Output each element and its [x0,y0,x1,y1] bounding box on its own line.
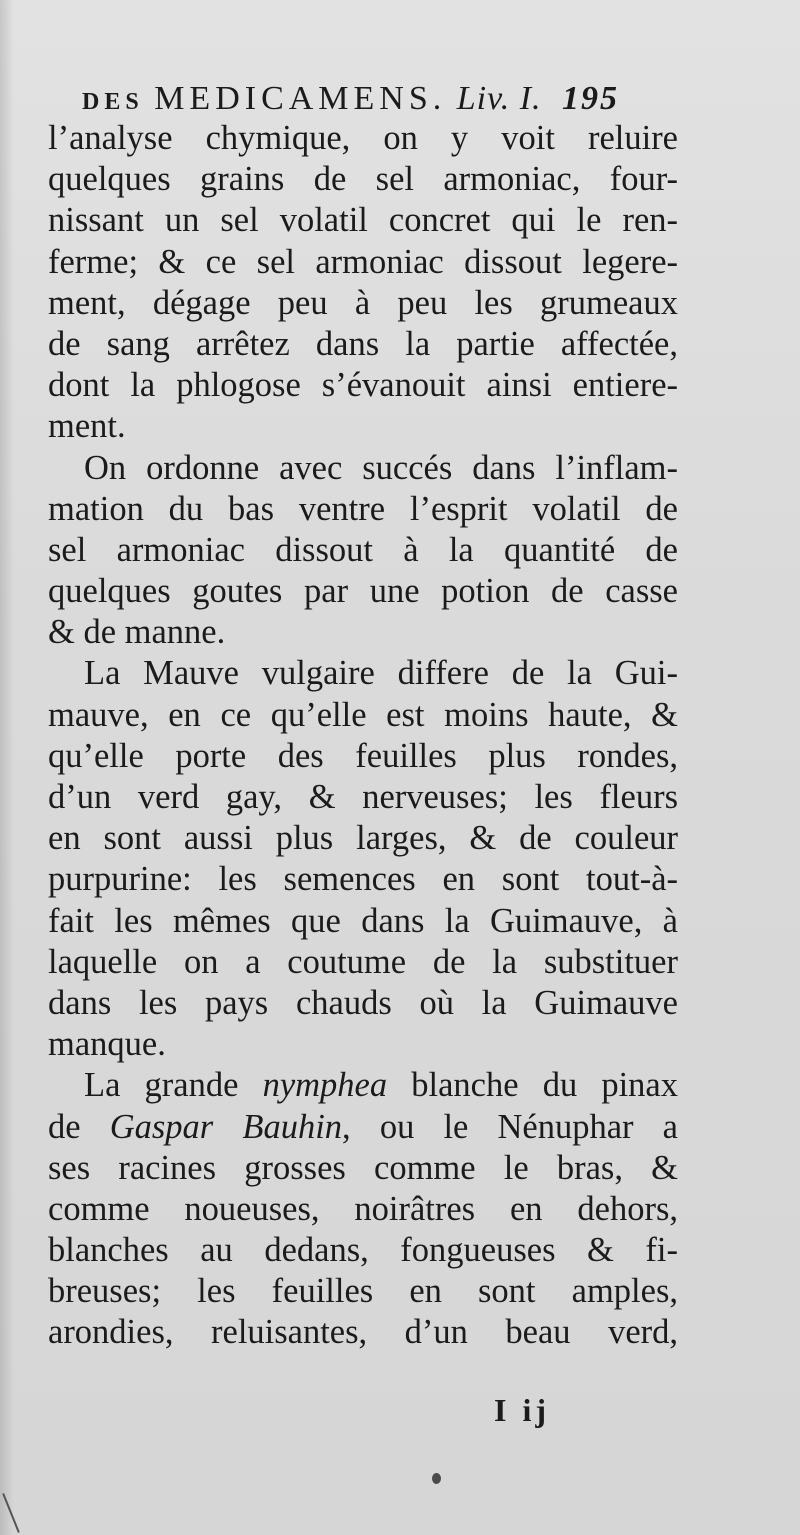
text-line: dans les pays chauds où la Guimauve [48,983,678,1022]
text-line: l’analyse chymique, on y voit reluire [48,119,678,157]
text-line: mation du bas ventre l’esprit volatil de [48,489,678,528]
text-line: purpurine: les semences en sont tout-à- [48,860,678,899]
text-segment: , ou le Nénuphar a [342,1107,678,1146]
text-line: quelques grains de sel armoniac, four- [48,160,678,199]
text-line: de sang arrêtez dans la partie affectée, [48,324,678,363]
text-line: On ordonne avec succés dans l’inflam- [84,448,678,487]
text-line: dont la phlogose s’évanouit ainsi entiere- [48,366,678,405]
signature-mark: I ij [494,1392,550,1428]
text-line: en sont aussi plus larges, & de couleur [48,819,678,858]
text-line: ment. [48,407,126,446]
text-segment: de [48,1107,110,1146]
text-line: d’un verd gay, & nerveuses; les fleurs [48,778,678,816]
italic-term: nymphea [262,1066,388,1105]
text-line: comme noueuses, noirâtres en dehors, [48,1189,678,1228]
text-line: breuses; les feuilles en sont amples, [48,1272,678,1311]
body-text [48,118,678,1354]
text-line: manque. [48,1025,166,1064]
text-line: arondies, reluisantes, d’un beau verd, [48,1313,678,1352]
text-line: quelques goutes par une potion de casse [48,572,678,611]
running-head-des: DES [82,89,144,115]
ink-spot [432,1473,441,1484]
text-line: mauve, en ce qu’elle est moins haute, & [48,695,678,734]
text-line: ment, dégage peu à peu les grumeaux [48,283,678,322]
running-head-title: MEDICAMENS. [154,80,447,117]
text-segment: La grande [84,1066,263,1105]
text-line: La Mauve vulgaire differe de la Gui- [84,654,678,693]
text-line: ses racines grosses comme le bras, & [48,1148,678,1187]
text-line: nissant un sel volatil concret qui le ren- [48,201,678,240]
text-line: qu’elle porte des feuilles plus rondes, [48,736,678,775]
page-number: 195 [562,80,620,117]
text-line: & de manne. [48,613,226,652]
running-head-book: Liv. I. [456,80,542,117]
text-segment: blanche du pinax [387,1066,678,1105]
text-line [48,1107,678,1148]
text-line: laquelle on a coutume de la substituer [48,942,678,981]
text-line: blanches au dedans, fongueuses & fi- [48,1231,678,1270]
text-line: sel armoniac dissout à la quantité de [48,530,678,569]
page-edge-shadow [0,0,14,1535]
text-line: fait les mêmes que dans la Guimauve, à [48,901,678,940]
text-line [48,1065,678,1106]
running-head [82,82,682,116]
text-line: ferme; & ce sel armoniac dissout legere- [48,242,678,281]
italic-author-name: Gaspar Bauhin [109,1107,343,1146]
